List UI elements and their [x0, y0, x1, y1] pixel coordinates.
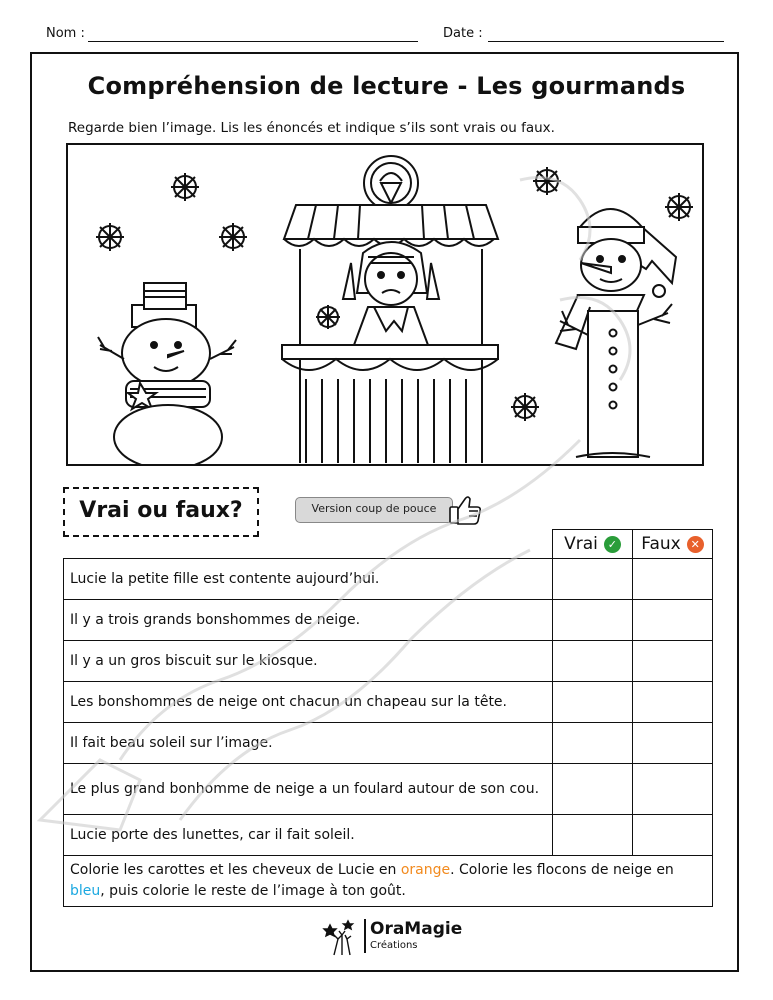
- help-version-button[interactable]: [295, 493, 485, 527]
- statement-text: Il y a un gros biscuit sur le kiosque.: [64, 641, 553, 682]
- instructions-text: Regarde bien l’image. Lis les énoncés et indique s’ils sont vrais ou faux.: [68, 120, 555, 136]
- column-header-false: [633, 530, 713, 559]
- fireworks-icon: [322, 917, 362, 957]
- snowflake-icon: [316, 305, 340, 329]
- answer-true-cell[interactable]: [553, 600, 633, 641]
- worksheet-title: Compréhension de lecture - Les gourmands: [87, 72, 686, 100]
- snowflake-icon: [533, 167, 561, 195]
- answer-false-cell[interactable]: [633, 723, 713, 764]
- table-row: [64, 764, 713, 815]
- help-version-label: Version coup de pouce: [295, 497, 453, 523]
- table-header-row: [64, 530, 713, 559]
- answer-true-cell[interactable]: [553, 641, 633, 682]
- statement-text: Il y a trois grands bonshommes de neige.: [64, 600, 553, 641]
- answer-true-cell[interactable]: [553, 723, 633, 764]
- snowman-left: [98, 283, 236, 466]
- answer-true-cell[interactable]: [553, 764, 633, 815]
- table-row: [64, 600, 713, 641]
- answer-false-cell[interactable]: [633, 682, 713, 723]
- logo-brand: OraMagie: [370, 919, 463, 939]
- answer-true-cell[interactable]: [553, 559, 633, 600]
- column-true-label: Vrai: [564, 534, 598, 554]
- snowman-right: [556, 209, 676, 457]
- answer-false-cell[interactable]: [633, 600, 713, 641]
- statement-text: Les bonshommes de neige ont chacun un chapeau sur la tête.: [64, 682, 553, 723]
- column-header-true: [553, 530, 633, 559]
- column-false-label: Faux: [641, 534, 681, 554]
- statement-text: Le plus grand bonhomme de neige a un foulard autour de son cou.: [64, 764, 553, 815]
- answer-false-cell[interactable]: [633, 559, 713, 600]
- snowflake-icon: [171, 173, 199, 201]
- section-title: Vrai ou faux?: [79, 498, 243, 523]
- check-icon: ✓: [604, 536, 621, 553]
- answer-true-cell[interactable]: [553, 682, 633, 723]
- answer-true-cell[interactable]: [553, 815, 633, 856]
- name-field[interactable]: [88, 41, 418, 42]
- table-row: [64, 682, 713, 723]
- answer-false-cell[interactable]: [633, 815, 713, 856]
- name-label: Nom :: [46, 26, 85, 41]
- statement-text: Lucie la petite fille est contente aujourd’hui.: [64, 559, 553, 600]
- table-row: [64, 815, 713, 856]
- statement-text: Lucie porte des lunettes, car il fait soleil.: [64, 815, 553, 856]
- answer-false-cell[interactable]: [633, 641, 713, 682]
- table-row: [64, 641, 713, 682]
- table-row-final: [64, 856, 713, 907]
- snowflake-icon: [96, 223, 124, 251]
- name-date-line: [0, 22, 773, 46]
- cross-icon: ✕: [687, 536, 704, 553]
- date-label: Date :: [443, 26, 483, 41]
- thumbs-up-icon: [447, 493, 483, 527]
- snowflake-icon: [665, 193, 693, 221]
- date-field[interactable]: [488, 41, 724, 42]
- true-false-table: [63, 529, 713, 907]
- ice-cream-kiosk: [282, 156, 498, 463]
- coloring-instruction: Colorie les carottes et les cheveux de Lucie en orange. Colorie les flocons de neige en bleu, puis colorie le reste de l’image à ton goût.: [64, 856, 713, 907]
- snowflake-icon: [511, 393, 539, 421]
- logo-subtitle: Créations: [370, 940, 418, 951]
- snowflake-icon: [219, 223, 247, 251]
- answer-false-cell[interactable]: [633, 764, 713, 815]
- oramagie-logo: [322, 915, 462, 957]
- table-row: [64, 723, 713, 764]
- table-row: [64, 559, 713, 600]
- illustration-winter-kiosk: [66, 143, 704, 466]
- statement-text: Il fait beau soleil sur l’image.: [64, 723, 553, 764]
